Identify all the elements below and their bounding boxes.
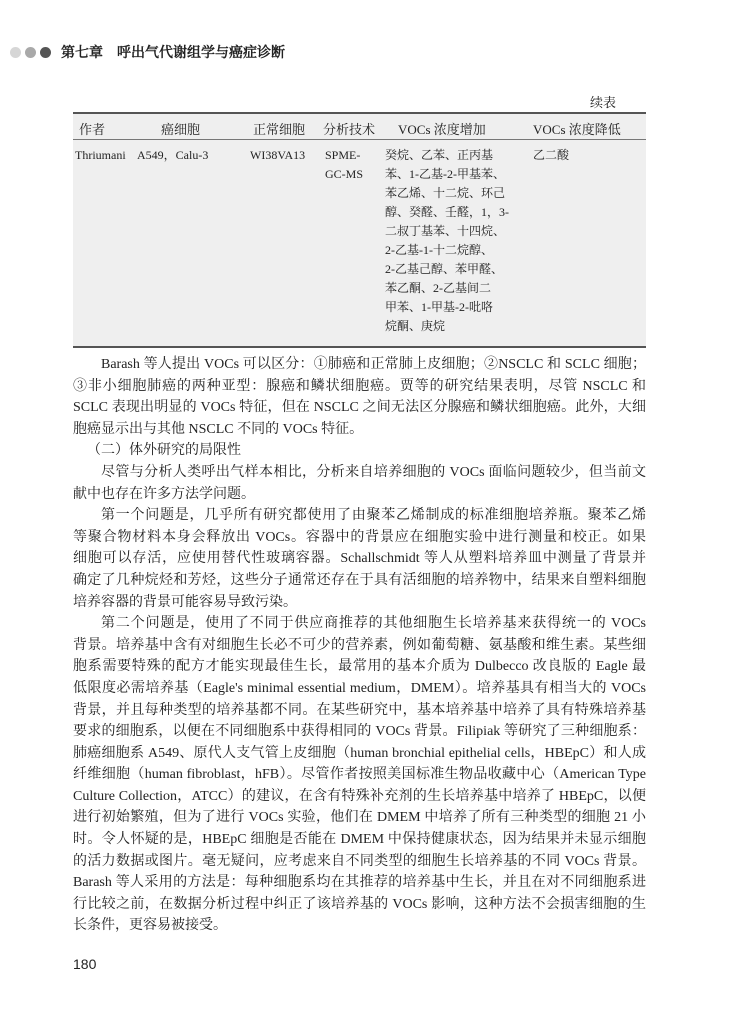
header-dot-icon <box>25 47 36 58</box>
cell-line: 苯乙酮、2-乙基间二 <box>385 281 491 295</box>
cell-author: Thriumani <box>75 148 126 162</box>
header-divider <box>73 139 646 140</box>
section-heading: （二）体外研究的局限性 <box>87 442 241 459</box>
paragraph-line: 确定了几种烷烃和芳烃，这些分子通常还存在于具有活细胞的培养物中，结果来自塑料细胞 <box>73 572 646 588</box>
cell-line: 醇、癸醛、壬醛，1，3- <box>385 205 509 219</box>
cell-line: 苯、1-乙基-2-甲基苯、 <box>385 167 505 181</box>
paragraph-line: 背景，并且每种类型的培养基都不同。在某些研究中，基本培养基中培养了具有特殊培养基 <box>73 702 646 718</box>
paragraph-line: 时。令人怀疑的是，HBEpC 细胞是否能在 DMEM 中保持健康状态，因为结果并未显示细胞 <box>73 832 646 848</box>
cell-decreased: 乙二酸 <box>533 148 570 162</box>
col-header-cancer-cells: 癌细胞 <box>161 122 201 137</box>
paragraph-line: ③非小细胞肺癌的两种亚型：腺癌和鳞状细胞癌。贾等的研究结果表明，尽管 NSCLC 和 <box>73 378 646 394</box>
paragraph-line: 肺癌细胞系 A549、原代人支气管上皮细胞（human bronchial epithelial cells，HBEpC）和人成 <box>73 745 646 761</box>
cell-line: 2-乙基己醇、苯甲醛、 <box>385 262 503 276</box>
cell-line: 甲苯、1-甲基-2-吡咯 <box>385 300 493 314</box>
paragraph-line: 背景。培养基中含有对细胞生长必不可少的营养素，例如葡萄糖、氨基酸和维生素。某些细 <box>73 637 646 653</box>
cell-line: 苯乙烯、十二烷、环己 <box>385 186 506 200</box>
cell-line: 二叔丁基苯、十四烷、 <box>385 224 506 238</box>
col-header-author: 作者 <box>79 122 106 137</box>
paragraph-line: 培养容器的背景可能容易导致污染。 <box>73 594 297 610</box>
running-header <box>10 42 285 62</box>
paragraph-line: 长条件，更容易被接受。 <box>73 918 227 934</box>
paragraph-line: Culture Collection，ATCC）的建议，在含有特殊补充剂的生长培养基中培养了 HBEpC，以便 <box>73 788 646 804</box>
paragraph-line: 细胞可以存活，应使用替代性玻璃容器。Schallschmidt 等人从塑料培养皿中测量了背景并 <box>73 551 646 567</box>
page-number: 180 <box>73 956 97 972</box>
col-header-decreased: VOCs 浓度降低 <box>533 122 621 137</box>
paragraph-line: 尽管与分析人类呼出气样本相比，分析来自培养细胞的 VOCs 面临问题较少，但当前文 <box>101 464 646 480</box>
header-dot-icon <box>40 47 51 58</box>
cell-line: 癸烷、乙苯、正丙基 <box>385 148 494 162</box>
paragraph-line: 献中也存在许多方法学问题。 <box>73 486 255 502</box>
data-table <box>73 112 646 348</box>
chapter-title: 第七章 呼出气代谢组学与癌症诊断 <box>61 45 285 61</box>
cell-line: 2-乙基-1-十二烷醇、 <box>385 243 493 257</box>
paragraph-line: 第一个问题是，几乎所有研究都使用了由聚苯乙烯制成的标准细胞培养瓶。聚苯乙烯 <box>101 508 646 524</box>
paragraph-line: Barash 等人提出 VOCs 可以区分：①肺癌和正常肺上皮细胞；②NSCLC 和 SCLC 细胞； <box>101 357 646 372</box>
col-header-increased: VOCs 浓度增加 <box>398 122 486 137</box>
paragraph-line: 胞系需要特殊的配方才能实现最佳生长，最常用的基本介质为 Dulbecco 改良版的 Eagle 最 <box>73 659 646 675</box>
cell-technique <box>325 146 363 184</box>
paragraph-line: 的活力数据或图片。毫无疑问，应考虑来自不同类型的细胞生长培养基的不同 VOCs 背景。 <box>73 853 646 869</box>
col-header-normal-cells: 正常细胞 <box>253 122 306 137</box>
cell-normal-cells: WI38VA13 <box>250 148 306 162</box>
col-header-technique: 分析技术 <box>323 122 376 137</box>
paragraph-line: 行比较之前，在数据分析过程中纠正了该培养基的 VOCs 影响，这种方法不会损害细胞的生 <box>73 896 646 912</box>
paragraph-line: 等聚合物材料本身会释放出 VOCs。容器中的背景应在细胞实验中进行测量和校正。如果 <box>73 529 646 545</box>
paragraph-line: 纤维细胞（human fibroblast，hFB）。尽管作者按照美国标准生物品收藏中心（American Type <box>73 767 646 783</box>
cell-increased <box>385 146 509 336</box>
paragraph-line: 第二个问题是，使用了不同于供应商推荐的其他细胞生长培养基来获得统一的 VOCs <box>101 616 646 632</box>
paragraph-line: 低限度必需培养基（Eagle's minimal essential medium，DMEM）。培养基具有相当大的 VOCs <box>73 680 646 696</box>
header-dot-icon <box>10 47 21 58</box>
paragraph-line: Barash 等人采用的方法是：每种细胞系均在其推荐的培养基中生长，并且在对不同细胞系进 <box>73 875 646 891</box>
cell-line: GC-MS <box>325 167 364 181</box>
paragraph-line: 进行初始繁殖，但为了进行 VOCs 实验，他们在 DMEM 中培养了所有三种类型的细胞 21 小 <box>73 810 646 826</box>
table-continued-label: 续表 <box>590 95 617 110</box>
cell-line: SPME- <box>325 148 361 162</box>
body-text <box>73 354 646 937</box>
cell-cancer-cells: A549，Calu-3 <box>137 148 209 162</box>
paragraph-line: 要求的细胞系，以便在不同细胞系中获得相同的 VOCs 背景。Filipiak 等研究了三种细胞系： <box>73 724 646 740</box>
paragraph-line: 胞癌显示出与其他 NSCLC 不同的 VOCs 特征。 <box>73 421 364 437</box>
paragraph-line: SCLC 表现出明显的 VOCs 特征，但在 NSCLC 之间无法区分腺癌和鳞状细胞癌。此外，大细 <box>73 400 646 416</box>
cell-line: 烷酮、庚烷 <box>385 319 446 333</box>
